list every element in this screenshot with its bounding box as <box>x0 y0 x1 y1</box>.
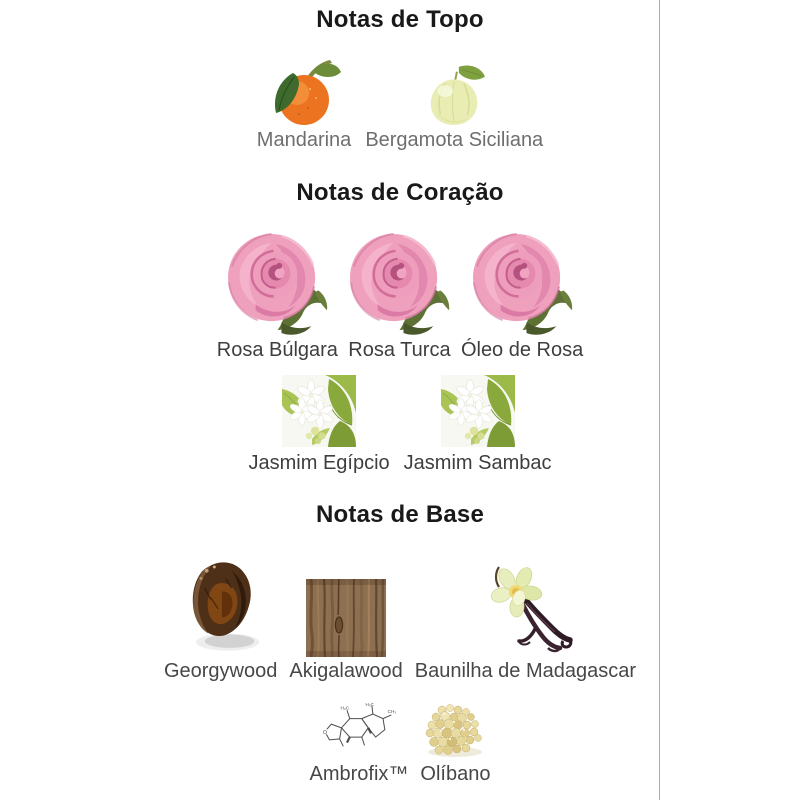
frankincense-resin-icon <box>424 700 486 758</box>
bergamot-fruit-icon <box>421 64 487 126</box>
note-item-rosa-bulgara <box>217 230 338 362</box>
note-image-slot <box>441 374 515 447</box>
note-image-slot <box>471 230 574 336</box>
note-item-oleo-de-rosa <box>461 230 583 362</box>
section-title-base-notes: Notas de Base <box>316 501 484 528</box>
note-label: Jasmim Sambac <box>403 452 552 474</box>
note-label: Bergamota Siciliana <box>365 129 544 151</box>
note-label: Georgywood <box>163 660 278 682</box>
pink-rose-icon <box>226 231 329 336</box>
note-item-jasmim-egipcio <box>249 374 390 475</box>
heart-notes-jasmine-row <box>0 374 800 475</box>
note-item-mandarina <box>257 56 352 152</box>
note-label: Olíbano <box>420 763 491 785</box>
base-notes-row-2 <box>0 700 800 786</box>
pink-rose-icon <box>471 231 574 336</box>
note-image-slot <box>306 555 386 657</box>
note-image-slot <box>182 555 260 657</box>
note-image-slot <box>266 56 342 126</box>
note-item-jasmim-sambac <box>404 374 552 475</box>
base-notes-row-1 <box>0 555 800 683</box>
note-item-ambrofix <box>310 700 409 786</box>
note-label: Akigalawood <box>289 660 403 682</box>
note-item-bergamota <box>365 56 543 152</box>
note-item-rosa-turca <box>348 230 451 362</box>
note-image-slot <box>348 230 451 336</box>
pink-rose-icon <box>348 231 451 336</box>
section-title-top-notes: Notas de Topo <box>316 6 484 33</box>
note-label: Mandarina <box>256 129 352 151</box>
note-label: Jasmim Egípcio <box>248 452 390 474</box>
note-image-slot <box>320 700 398 758</box>
note-label: Ambrofix™ <box>309 763 409 785</box>
note-label: Baunilha de Madagascar <box>414 660 637 682</box>
top-notes-row <box>0 56 800 152</box>
chemical-structure-icon <box>320 702 398 750</box>
note-item-akigalawood <box>289 555 402 683</box>
section-title-heart-notes: Notas de Coração <box>296 179 504 206</box>
note-item-georgywood <box>164 555 277 683</box>
jasmine-blossom-icon <box>282 375 356 447</box>
note-label: Rosa Búlgara <box>216 339 338 361</box>
mandarin-orange-icon <box>266 56 342 126</box>
heart-notes-roses-row <box>0 230 800 362</box>
jasmine-blossom-icon <box>441 375 515 447</box>
note-label: Rosa Turca <box>348 339 451 361</box>
note-image-slot <box>424 700 486 758</box>
note-label: Óleo de Rosa <box>460 339 584 361</box>
note-item-olibano <box>420 700 490 786</box>
note-image-slot <box>282 374 356 447</box>
note-image-slot <box>477 555 573 657</box>
note-image-slot <box>421 56 487 126</box>
note-item-baunilha <box>415 555 636 683</box>
wood-grain-icon <box>306 579 386 657</box>
note-image-slot <box>226 230 329 336</box>
resin-rock-icon <box>182 559 260 653</box>
vanilla-flower-and-pods-icon <box>477 565 573 657</box>
